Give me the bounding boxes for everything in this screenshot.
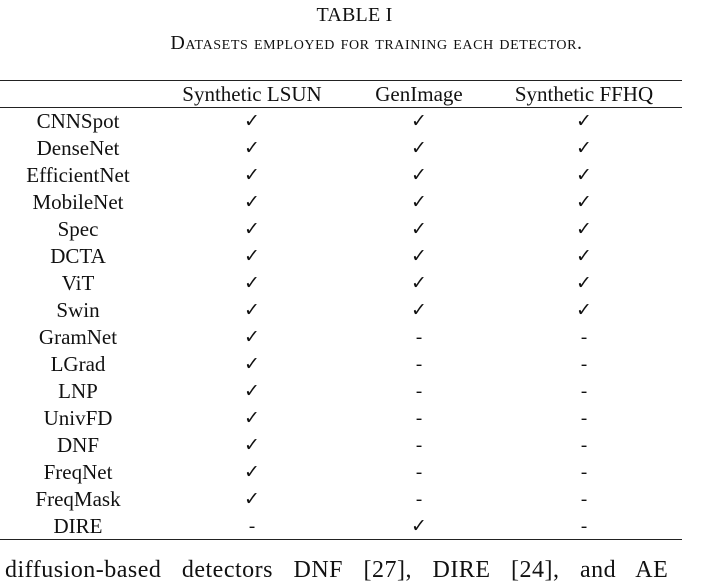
dash-synthetic-lsun: - — [248, 516, 256, 537]
table-row — [0, 432, 682, 459]
table-body — [0, 108, 682, 540]
checkmark-synthetic-ffhq: ✓ — [576, 218, 592, 240]
table-row — [0, 135, 682, 162]
table-row — [0, 243, 682, 270]
checkmark-genimage: ✓ — [411, 299, 427, 321]
dash-synthetic-ffhq: - — [580, 381, 588, 402]
checkmark-synthetic-lsun: ✓ — [244, 326, 260, 348]
table-row — [0, 324, 682, 351]
checkmark-genimage: ✓ — [411, 245, 427, 267]
table-row — [0, 297, 682, 324]
checkmark-synthetic-ffhq: ✓ — [576, 137, 592, 159]
detector-name: LGrad — [50, 352, 106, 376]
checkmark-synthetic-lsun: ✓ — [244, 353, 260, 375]
detector-name: MobileNet — [32, 190, 124, 214]
table-bottom-rule — [0, 539, 682, 540]
checkmark-synthetic-lsun: ✓ — [244, 245, 260, 267]
checkmark-genimage: ✓ — [411, 164, 427, 186]
dash-genimage: - — [415, 381, 423, 402]
table-row — [0, 162, 682, 189]
detector-name: LNP — [58, 379, 98, 403]
column-header-synthetic-lsun: Synthetic LSUN — [182, 82, 322, 106]
dash-synthetic-ffhq: - — [580, 516, 588, 537]
dash-genimage: - — [415, 408, 423, 429]
dash-genimage: - — [415, 435, 423, 456]
checkmark-synthetic-ffhq: ✓ — [576, 191, 592, 213]
checkmark-genimage: ✓ — [411, 110, 427, 132]
dash-synthetic-ffhq: - — [580, 435, 588, 456]
checkmark-synthetic-lsun: ✓ — [244, 137, 260, 159]
checkmark-synthetic-lsun: ✓ — [244, 407, 260, 429]
dash-genimage: - — [415, 489, 423, 510]
checkmark-synthetic-lsun: ✓ — [244, 380, 260, 402]
dash-synthetic-ffhq: - — [580, 327, 588, 348]
detector-name: UnivFD — [43, 406, 113, 430]
table-row — [0, 513, 682, 540]
checkmark-synthetic-lsun: ✓ — [244, 164, 260, 186]
table-row — [0, 378, 682, 405]
detector-name: DCTA — [50, 244, 106, 268]
table-row — [0, 216, 682, 243]
table-row — [0, 108, 682, 135]
table-row — [0, 486, 682, 513]
checkmark-genimage: ✓ — [411, 137, 427, 159]
detector-name: ViT — [61, 271, 95, 295]
column-header-synthetic-ffhq: Synthetic FFHQ — [514, 82, 654, 106]
detector-name: DIRE — [53, 514, 103, 538]
detector-name: Swin — [56, 298, 100, 322]
detector-name: FreqNet — [43, 460, 113, 484]
table-row — [0, 351, 682, 378]
detector-name: DenseNet — [36, 136, 120, 160]
checkmark-genimage: ✓ — [411, 272, 427, 294]
checkmark-synthetic-ffhq: ✓ — [576, 272, 592, 294]
table-row — [0, 189, 682, 216]
checkmark-synthetic-ffhq: ✓ — [576, 164, 592, 186]
checkmark-genimage: ✓ — [411, 218, 427, 240]
detector-name: DNF — [56, 433, 100, 457]
checkmark-synthetic-lsun: ✓ — [244, 110, 260, 132]
detector-name: Spec — [57, 217, 99, 241]
dash-genimage: - — [415, 462, 423, 483]
table-row — [0, 459, 682, 486]
table-row — [0, 405, 682, 432]
checkmark-synthetic-ffhq: ✓ — [576, 299, 592, 321]
dash-genimage: - — [415, 354, 423, 375]
checkmark-genimage: ✓ — [411, 191, 427, 213]
detector-name: GramNet — [38, 325, 118, 349]
checkmark-synthetic-lsun: ✓ — [244, 461, 260, 483]
checkmark-synthetic-lsun: ✓ — [244, 488, 260, 510]
detector-name: FreqMask — [35, 487, 121, 511]
body-text-partial-line: diffusion-based detectors DNF [27], DIRE [24], and AE — [5, 557, 669, 583]
dash-synthetic-ffhq: - — [580, 489, 588, 510]
dash-genimage: - — [415, 327, 423, 348]
column-header-genimage: GenImage — [375, 82, 463, 106]
dash-synthetic-ffhq: - — [580, 462, 588, 483]
checkmark-synthetic-lsun: ✓ — [244, 218, 260, 240]
dash-synthetic-ffhq: - — [580, 408, 588, 429]
checkmark-genimage: ✓ — [411, 515, 427, 537]
table-caption-label: TABLE I — [316, 4, 393, 26]
table-caption-text: Datasets employed for training each detector. — [170, 32, 583, 54]
checkmark-synthetic-ffhq: ✓ — [576, 110, 592, 132]
checkmark-synthetic-lsun: ✓ — [244, 299, 260, 321]
checkmark-synthetic-lsun: ✓ — [244, 272, 260, 294]
detector-name: CNNSpot — [36, 109, 120, 133]
checkmark-synthetic-lsun: ✓ — [244, 434, 260, 456]
table-row — [0, 270, 682, 297]
checkmark-synthetic-lsun: ✓ — [244, 191, 260, 213]
checkmark-synthetic-ffhq: ✓ — [576, 245, 592, 267]
detector-name: EfficientNet — [26, 163, 130, 187]
table-header-row — [0, 80, 682, 107]
dash-synthetic-ffhq: - — [580, 354, 588, 375]
